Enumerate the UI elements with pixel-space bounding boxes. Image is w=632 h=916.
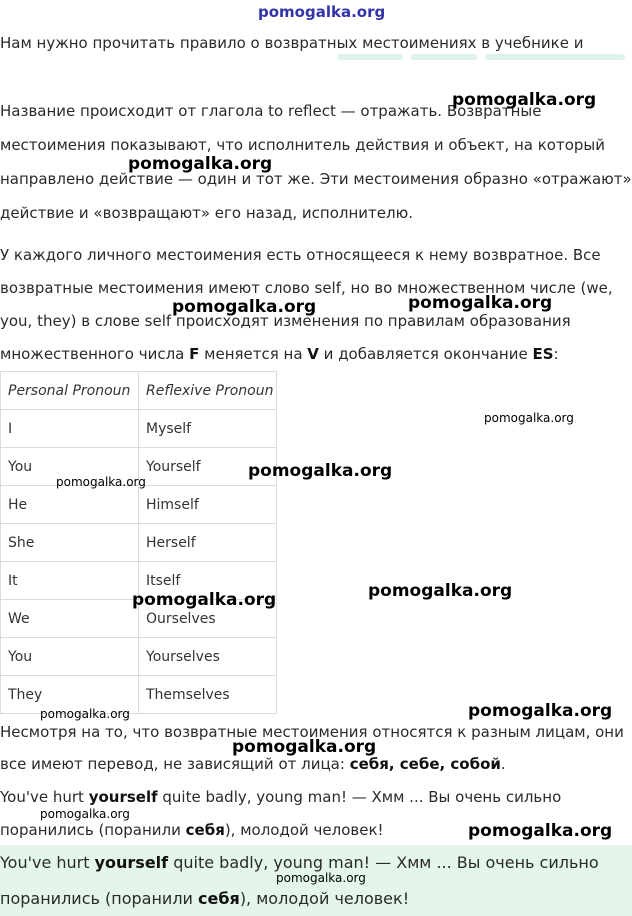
table-cell: It — [1, 562, 139, 600]
paragraph-line: Несмотря на то, что возвратные местоимения относятся к разным лицам, они — [0, 723, 624, 741]
pronoun-table — [0, 371, 277, 714]
table-cell: I — [1, 410, 139, 448]
watermark: pomogalka.org — [258, 3, 386, 21]
watermark: pomogalka.org — [128, 154, 273, 174]
text-fragment: поранились (поранили — [0, 821, 186, 839]
watermark: pomogalka.org — [172, 297, 317, 317]
example-bold: yourself — [88, 788, 158, 806]
example-line — [0, 789, 561, 805]
example-bold: себя — [185, 821, 225, 839]
paragraph-line: направлено действие — один и тот же. Эти местоимения образно «отражают» — [0, 170, 632, 188]
table-cell: You — [1, 448, 139, 486]
column-header: Reflexive Pronoun — [139, 372, 277, 410]
table-cell: Itself — [139, 562, 277, 600]
text-fragment: quite badly, young man! — Хмм ... Вы очень сильно — [168, 853, 599, 872]
watermark: pomogalka.org — [276, 871, 366, 885]
highlight-fragment — [485, 54, 625, 60]
paragraph-line: you, they) в слове self происходят изменения по правилам образования — [0, 312, 571, 330]
table-cell: Myself — [139, 410, 277, 448]
example-bold: себя — [198, 889, 240, 908]
example-line — [0, 822, 384, 838]
letter-f: F — [189, 345, 200, 363]
watermark: pomogalka.org — [484, 411, 574, 425]
table-header-row — [1, 372, 277, 410]
highlight-fragment — [337, 54, 403, 60]
watermark: pomogalka.org — [368, 581, 513, 601]
watermark: pomogalka.org — [452, 90, 597, 110]
table-cell: Himself — [139, 486, 277, 524]
text-fragment: меняется на — [199, 345, 308, 363]
table-cell: She — [1, 524, 139, 562]
paragraph-line — [0, 756, 506, 772]
paragraph-line: действие и «возвращают» его назад, исполнителю. — [0, 204, 413, 222]
example-line — [0, 890, 409, 907]
paragraph-line: У каждого личного местоимения есть относящееся к нему возвратное. Все — [0, 246, 601, 264]
watermark: pomogalka.org — [40, 707, 130, 721]
table-cell: Ourselves — [139, 600, 277, 638]
watermark: pomogalka.org — [40, 807, 130, 821]
table-cell: Yourselves — [139, 638, 277, 676]
text-fragment: You've hurt — [0, 788, 89, 806]
watermark: pomogalka.org — [408, 293, 553, 313]
watermark: pomogalka.org — [232, 737, 377, 757]
table-row — [1, 410, 277, 448]
paragraph-line: возвратные местоимения имеют слово self, но во множественном числе (we, — [0, 279, 613, 297]
table-cell: Themselves — [139, 676, 277, 714]
paragraph-line: местоимения показывают, что исполнитель действия и объект, на который — [0, 136, 606, 154]
table-cell: We — [1, 600, 139, 638]
example-bold: yourself — [94, 853, 169, 872]
letter-v: V — [307, 345, 319, 363]
watermark: pomogalka.org — [468, 701, 613, 721]
text-fragment: You've hurt — [0, 853, 95, 872]
watermark: pomogalka.org — [248, 461, 393, 481]
text-fragment: . — [500, 755, 506, 773]
watermark: pomogalka.org — [468, 821, 613, 841]
text-fragment: множественного числа — [0, 345, 190, 363]
column-header: Personal Pronoun — [1, 372, 139, 410]
table-cell: You — [1, 638, 139, 676]
table-row — [1, 638, 277, 676]
table-row — [1, 486, 277, 524]
ending-es: ES — [532, 345, 554, 363]
intro-line: Нам нужно прочитать правило о возвратных местоимениях в учебнике и — [0, 34, 584, 52]
text-fragment: quite badly, young man! — Хмм ... Вы очень сильно — [157, 788, 562, 806]
translation-bold: себя, себе, собой — [349, 755, 501, 773]
table-cell: He — [1, 486, 139, 524]
text-fragment: и добавляется окончание — [318, 345, 533, 363]
text-fragment: : — [553, 345, 559, 363]
example-line — [0, 854, 599, 871]
text-fragment: ), молодой человек! — [239, 889, 410, 908]
watermark: pomogalka.org — [132, 590, 277, 610]
table-row — [1, 524, 277, 562]
paragraph-line — [0, 346, 559, 362]
highlight-fragment — [411, 54, 477, 60]
table-cell: Yourself — [139, 448, 277, 486]
text-fragment: поранились (поранили — [0, 889, 199, 908]
table-cell: Herself — [139, 524, 277, 562]
watermark: pomogalka.org — [56, 475, 146, 489]
text-fragment: ), молодой человек! — [224, 821, 384, 839]
text-fragment: все имеют перевод, не зависящий от лица: — [0, 755, 350, 773]
table-cell: They — [1, 676, 139, 714]
paragraph-line: Название происходит от глагола to reflect — отражать. Возвратные — [0, 102, 542, 120]
